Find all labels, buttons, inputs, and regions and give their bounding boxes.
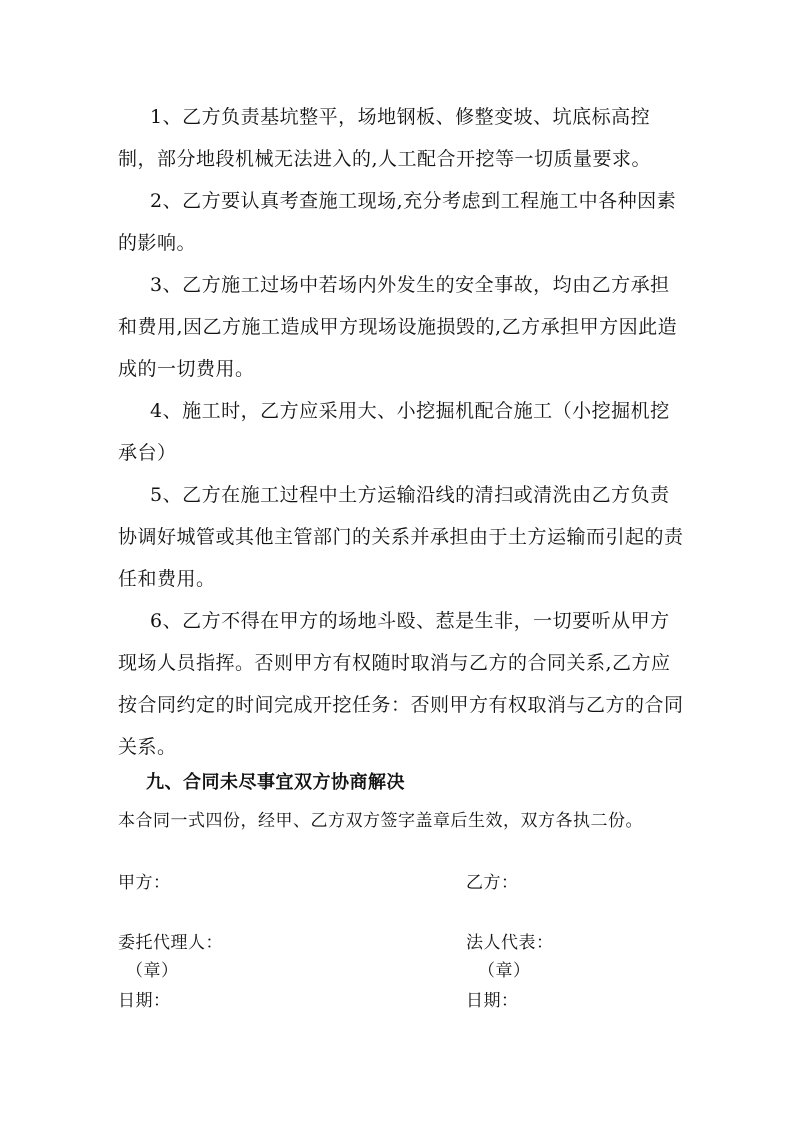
party-a-label: 甲方： <box>118 873 171 893</box>
clause-5: 5、乙方在施工过程中土方运输沿线的清扫或清洗由乙方负责协调好城管或其他主管部门的关系并承担由于土方运输而引起的责任和费用。 <box>118 484 684 590</box>
seal-b-label: （章） <box>478 961 531 981</box>
section-heading: 九、合同未尽事宜双方协商解决 <box>146 772 405 793</box>
date-a-label: 日期： <box>118 991 171 1011</box>
clause-6: 6、乙方不得在甲方的场地斗殴、惹是生非，一切要听从甲方现场人员指挥。否则甲方有权随时取消与乙方的合同关系,乙方应按合同约定的时间完成开挖任务：否则甲方有权取消与乙方的合同关系。 <box>118 610 684 758</box>
clause-3: 3、乙方施工过场中若场内外发生的安全事故，均由乙方承担和费用,因乙方施工造成甲方现场设施损毁的,乙方承担甲方因此造成的一切费用。 <box>118 274 678 380</box>
seal-a-label: （章） <box>126 961 179 981</box>
agent-label: 委托代理人： <box>118 933 223 953</box>
party-b-label: 乙方： <box>466 873 519 893</box>
clause-2: 2、乙方要认真考查施工现场,充分考虑到工程施工中各种因素的影响。 <box>118 190 677 254</box>
date-b-label: 日期： <box>466 991 519 1011</box>
clause-1: 1、乙方负责基坑整平，场地钢板、修整变坡、坑底标高控制，部分地段机械无法进入的,人工配合开挖等一切质量要求。 <box>118 106 652 170</box>
clause-4: 4、施工时，乙方应采用大、小挖掘机配合施工（小挖掘机挖承台） <box>118 400 670 464</box>
closing-statement: 本合同一式四份，经甲、乙方双方签字盖章后生效，双方各执二份。 <box>118 811 643 831</box>
legal-rep-label: 法人代表： <box>466 933 554 953</box>
